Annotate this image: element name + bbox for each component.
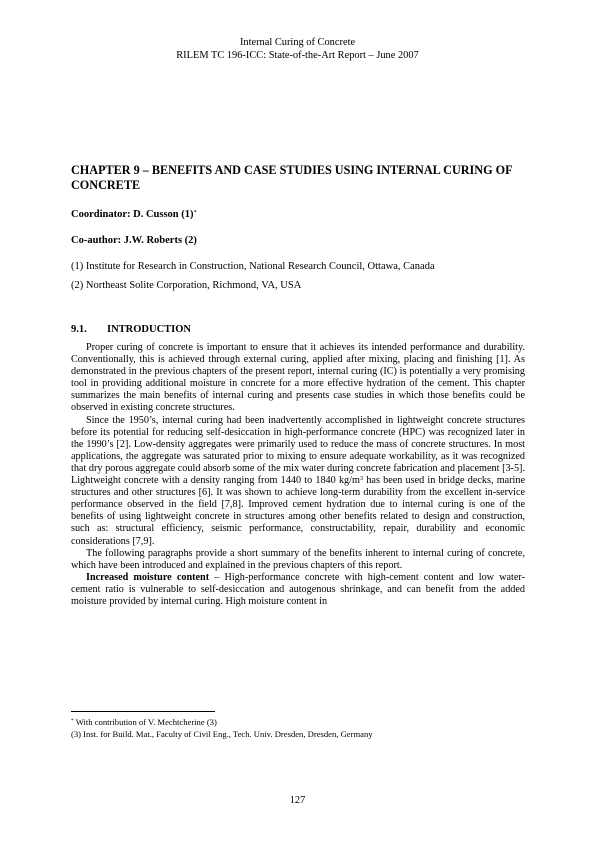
- paragraph-3: The following paragraphs provide a short summary of the benefits inherent to internal curing of concrete, which have been introduced and explained in the previous chapters of this report.: [71, 547, 525, 571]
- footnote-1-text: With contribution of V. Mechtcherine (3): [73, 717, 217, 727]
- paragraph-4-text: – High-performance concrete with high-cement content and low water-cement ratio is vulnerable to self-desiccation and autogenous shrinkage, and can benefit from the added moisture provided by internal curing. High moisture content in: [71, 571, 525, 607]
- coordinator-text: Coordinator: D. Cusson (1): [71, 209, 194, 220]
- paragraph-2: [71, 415, 525, 548]
- footnotes: [71, 716, 526, 740]
- header-line-2: RILEM TC 196-ICC: State-of-the-Art Report – June 2007: [176, 49, 419, 61]
- section-heading: [71, 323, 191, 336]
- running-header: [0, 37, 595, 62]
- page-number: 127: [289, 795, 306, 806]
- footnote-2: (3) Inst. for Build. Mat., Faculty of Civil Eng., Tech. Univ. Dresden, Dresden, Germany: [71, 729, 373, 739]
- chapter-title: CHAPTER 9 – BENEFITS AND CASE STUDIES USING INTERNAL CURING OF CONCRETE: [71, 163, 513, 192]
- section-title: INTRODUCTION: [107, 324, 192, 335]
- paragraph-4: [71, 572, 525, 608]
- paragraph-4-lead: Increased moisture content: [86, 571, 210, 583]
- paragraph-2-part-a: Since the 1950’s, internal curing had been inadvertently accomplished in lightweight concrete structures before its potential for reducing self-desiccation in high-performance concrete (HPC) was recognized later in the 1990’s [2]. Low-density aggregates were primarily used to reduce the mass of concrete structures. In most applications, the aggregate was saturated prior to mixing to ensure adequate workability, as it was recognized that dry porous aggregate could absorb some of the mix water during concrete fabrication and placement [3-5]. Lightweight concrete with a density ranging from 1440 to 1840 kg/m: [71, 414, 525, 487]
- section-number: 9.1.: [71, 324, 87, 335]
- footnote-1-mark: *: [71, 718, 74, 724]
- footnote-rule: [71, 711, 215, 712]
- coauthor-line: Co-author: J.W. Roberts (2): [71, 235, 197, 246]
- body-text: [71, 342, 525, 608]
- coordinator-footnote-mark: *: [193, 209, 197, 216]
- affiliation-2: (2) Northeast Solite Corporation, Richmond, VA, USA: [71, 280, 302, 291]
- paragraph-2-part-b: has been used in bridge decks, marine structures and other structures [6]. It was shown to achieve long-term durability from the excellent in-service performance observed in the field [7,8]. Improved cement hydration due to internal curing is one of the benefits of using lightweight concrete in structures among other benefits related to design and construction, such as: structural efficiency, seismic performance, constructability, repair, durability and economic considerations [7,9].: [71, 475, 525, 547]
- affiliation-1: (1) Institute for Research in Construction, National Research Council, Ottawa, Canada: [71, 261, 435, 272]
- header-line-1: Internal Curing of Concrete: [239, 37, 356, 48]
- superscript-3: 3: [359, 475, 364, 483]
- coordinator-line: [71, 208, 197, 221]
- paragraph-1: Proper curing of concrete is important to ensure that it achieves its intended performance and durability. Conventionally, this is achieved through external curing, applied after mixing, placing and finishing [1]. As demonstrated in the previous chapters of the present report, internal curing (IC) is potentially a very promising tool in providing additional moisture in concrete for a more effective hydration of the cement. This chapter summarizes the main benefits of internal curing and presents case studies in which those benefits could be observed in existing concrete structures.: [71, 342, 525, 414]
- footnote-1: [71, 716, 526, 728]
